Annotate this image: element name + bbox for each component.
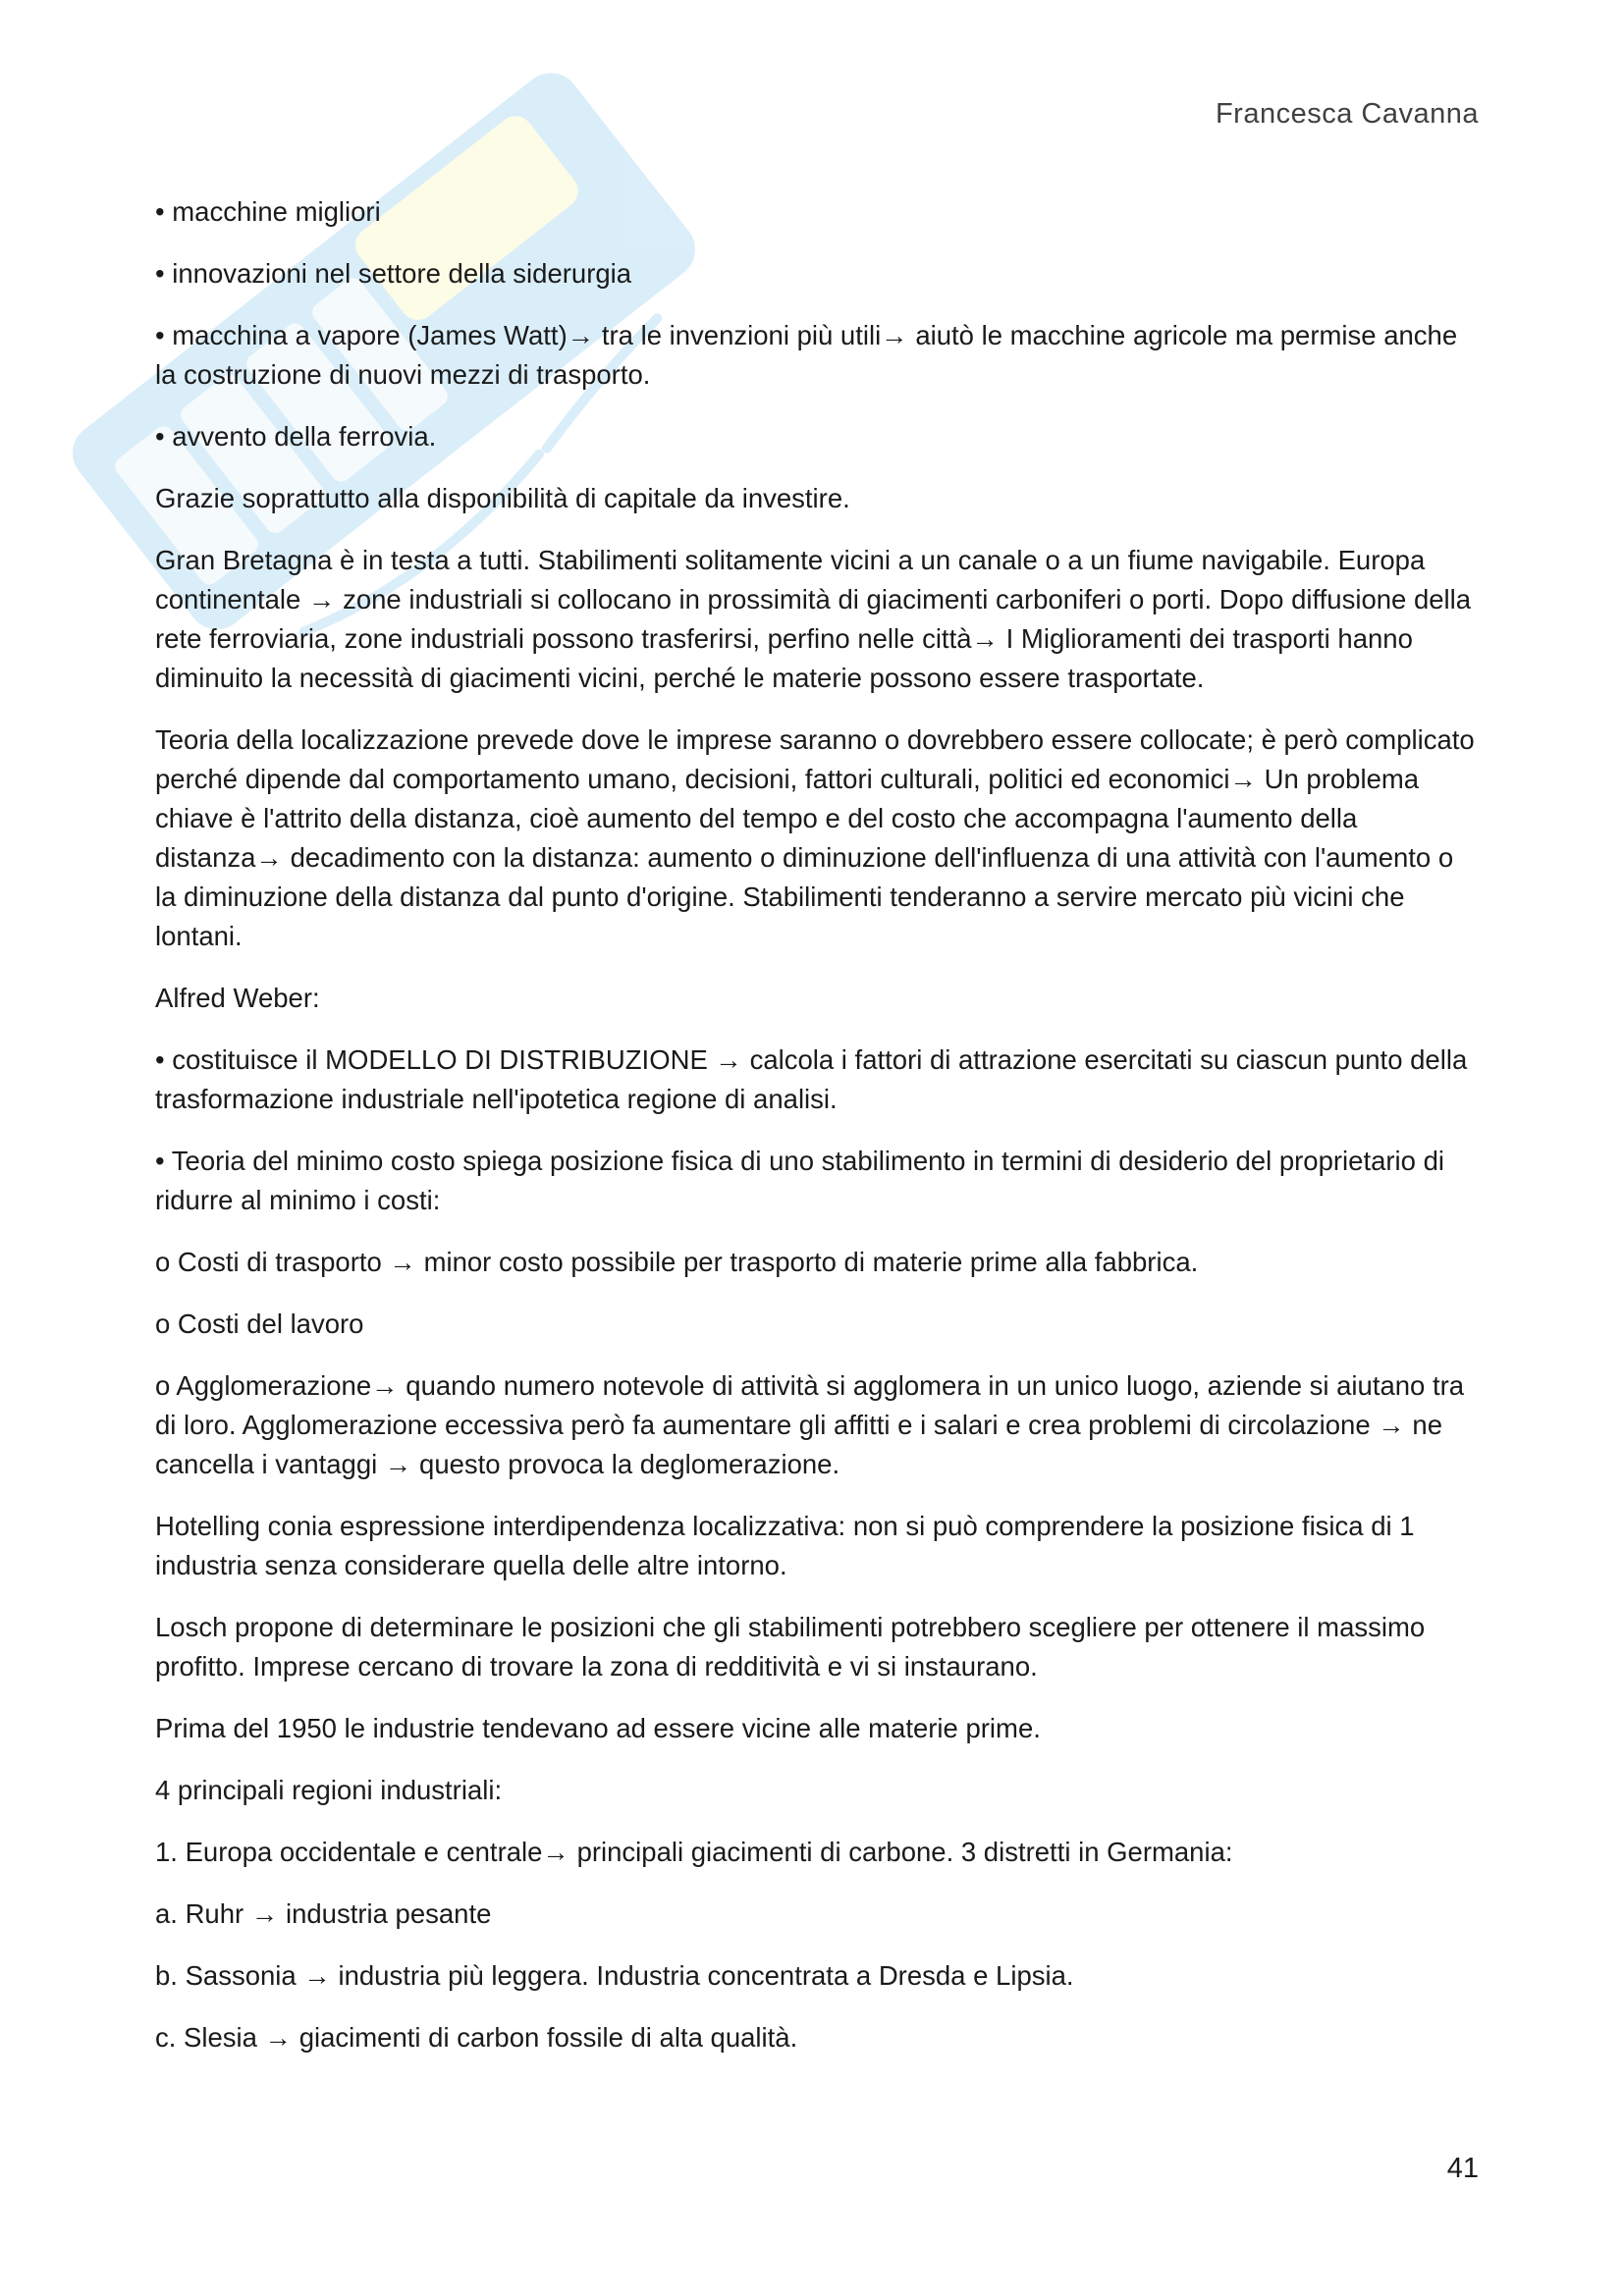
paragraph: 4 principali regioni industriali:: [155, 1775, 503, 1805]
page-number: 41: [1446, 2153, 1479, 2184]
paragraph: o Agglomerazione→ quando numero notevole di attività si agglomera in un unico luogo, aziende si aiutano tra di loro. Agglomerazione eccessiva però fa aumentare gli affitti e i salari e crea problemi di circolazione → ne cancella i vantaggi → questo provoca la deglomerazione.: [155, 1370, 1465, 1479]
paragraph: o Costi di trasporto → minor costo possibile per trasporto di materie prime alla fabbrica.: [155, 1247, 1199, 1277]
paragraph: • innovazioni nel settore della siderurgia: [155, 258, 632, 289]
paragraph: o Costi del lavoro: [155, 1308, 364, 1339]
paragraph: c. Slesia → giacimenti di carbon fossile di alta qualità.: [155, 2022, 798, 2053]
paragraph: • Teoria del minimo costo spiega posizione fisica di uno stabilimento in termini di desiderio del proprietario di ridurre al minimo i costi:: [155, 1146, 1444, 1215]
paragraph: a. Ruhr → industria pesante: [155, 1898, 492, 1929]
paragraph: Teoria della localizzazione prevede dove le imprese saranno o dovrebbero essere collocate; è però complicato perché dipende dal comportamento umano, decisioni, fattori culturali, politici ed economici→ Un problema chiave è l'attrito della distanza, cioè aumento del tempo e del costo che accompagna l'aumento della distanza→ decadimento con la distanza: aumento o diminuzione dell'influenza di una attività con l'aumento o la diminuzione della distanza dal punto d'origine. Stabilimenti tenderanno a servire mercato più vicini che lontani.: [155, 724, 1475, 951]
paragraph: 1. Europa occidentale e centrale→ principali giacimenti di carbone. 3 distretti in Germania:: [155, 1837, 1233, 1867]
paragraph: • costituisce il MODELLO DI DISTRIBUZIONE → calcola i fattori di attrazione esercitati su ciascun punto della trasformazione industriale nell'ipotetica regione di analisi.: [155, 1044, 1468, 1114]
author-header: Francesca Cavanna: [1215, 98, 1479, 130]
paragraph: • macchine migliori: [155, 196, 381, 227]
paragraph: • avvento della ferrovia.: [155, 421, 437, 452]
paragraph: b. Sassonia → industria più leggera. Industria concentrata a Dresda e Lipsia.: [155, 1960, 1074, 1991]
paragraph: Gran Bretagna è in testa a tutti. Stabilimenti solitamente vicini a un canale o a un fiume navigabile. Europa continentale → zone industriali si collocano in prossimità di giacimenti carboniferi o porti. Dopo diffusione della rete ferroviaria, zone industriali possono trasferirsi, perfino nelle città→ I Miglioramenti dei trasporti hanno diminuito la necessità di giacimenti vicini, perché le materie possono essere trasportate.: [155, 545, 1472, 693]
paragraph: Alfred Weber:: [155, 983, 320, 1013]
paragraph: • macchina a vapore (James Watt)→ tra le invenzioni più utili→ aiutò le macchine agricole ma permise anche la costruzione di nuovi mezzi di trasporto.: [155, 320, 1458, 390]
paragraph: Grazie soprattutto alla disponibilità di capitale da investire.: [155, 483, 850, 513]
paragraph: Hotelling conia espressione interdipendenza localizzativa: non si può comprendere la posizione fisica di 1 industria senza considerare quella delle altre intorno.: [155, 1511, 1415, 1580]
paragraph: Prima del 1950 le industrie tendevano ad essere vicine alle materie prime.: [155, 1713, 1041, 1743]
document-body: [155, 192, 1481, 2080]
paragraph: Losch propone di determinare le posizioni che gli stabilimenti potrebbero scegliere per ottenere il massimo profitto. Imprese cercano di trovare la zona di redditività e vi si instaurano.: [155, 1612, 1426, 1682]
